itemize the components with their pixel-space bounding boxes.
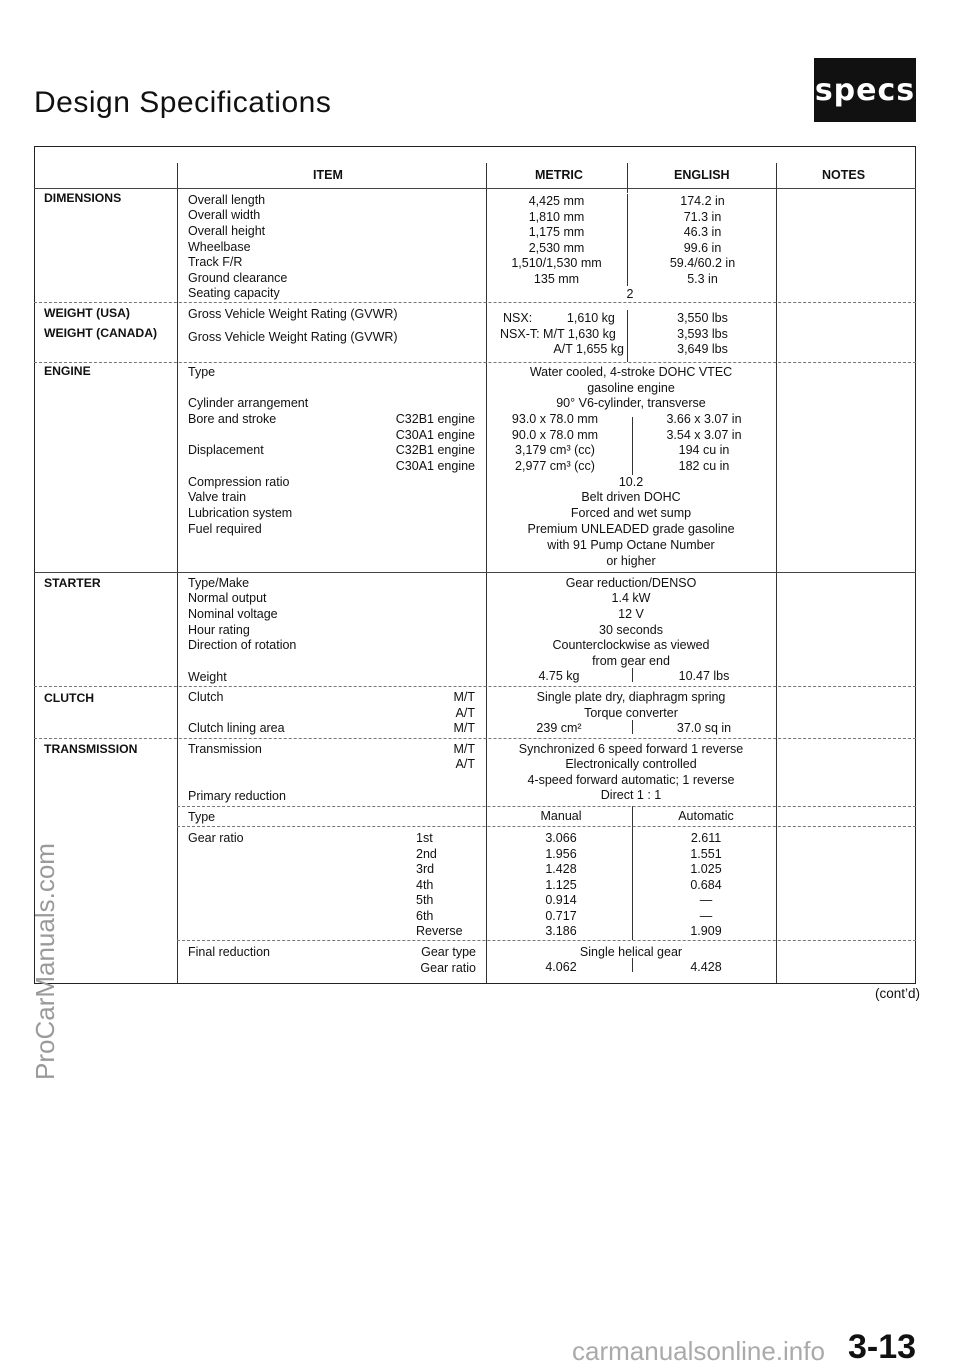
engine-code: C30A1 engine [395, 428, 475, 442]
gear-label: Reverse [416, 924, 463, 938]
gear-label: 5th [416, 893, 434, 907]
engine-english: 194 cu in [678, 443, 730, 457]
final-sub: Gear type [421, 945, 476, 959]
auto-ratio: 2.611 [690, 831, 722, 845]
col-divider-item [177, 163, 178, 983]
watermark-footer: carmanualsonline.info [572, 1336, 825, 1366]
specs-badge: specs [814, 58, 916, 122]
gear-label: 1st [416, 831, 433, 845]
engine-value: or higher [606, 554, 656, 568]
header-notes: NOTES [822, 168, 866, 182]
starter-value: 12 V [618, 607, 644, 621]
weight-metric: NSX-T: M/T 1,630 kg [500, 327, 616, 341]
weight-english: 3,550 lbs [677, 311, 728, 325]
auto-ratio: 1.909 [690, 924, 722, 938]
engine-bore: Bore and stroke [188, 412, 277, 426]
dim-english: 59.4/60.2 in [669, 256, 736, 270]
engine-english: 3.54 x 3.07 in [666, 428, 742, 442]
final-manual: 4.062 [545, 960, 577, 974]
dim-metric: 2,530 mm [528, 241, 585, 255]
category-weight-usa: WEIGHT (USA) [44, 306, 130, 320]
transmission-value: Electronically controlled [565, 757, 697, 771]
manual-ratio: 1.428 [545, 862, 577, 876]
engine-item: Compression ratio [188, 475, 290, 489]
starter-value: from gear end [592, 654, 670, 668]
dim-english: 46.3 in [683, 225, 722, 239]
engine-value: 10.2 [618, 475, 644, 489]
row-rule [177, 806, 916, 807]
dim-metric: 1,810 mm [528, 210, 585, 224]
row-rule [177, 940, 916, 941]
weight-english: 3,649 lbs [677, 342, 728, 356]
weight-metric: A/T 1,655 kg [553, 342, 624, 356]
gear-label: 2nd [416, 847, 437, 861]
transmission-item: Transmission [188, 742, 262, 756]
continued-note: (cont’d) [874, 986, 920, 1001]
metric-english-split [632, 668, 633, 682]
spec-table [34, 146, 916, 984]
dim-item: Track F/R [188, 255, 243, 269]
row-rule [34, 302, 916, 303]
primary-reduction-value: Direct 1 : 1 [600, 788, 662, 802]
final-gear-type: Single helical gear [579, 945, 683, 959]
engine-code: C32B1 engine [395, 443, 475, 457]
final-reduction: Final reduction [188, 945, 270, 959]
starter-item: Normal output [188, 591, 267, 605]
transmission-sub: A/T [455, 757, 475, 771]
dim-item: Seating capacity [188, 286, 280, 300]
starter-item: Nominal voltage [188, 607, 278, 621]
header-english: ENGLISH [674, 168, 730, 182]
transmission-sub: M/T [453, 742, 475, 756]
starter-value: Gear reduction/DENSO [565, 576, 697, 590]
clutch-value: Single plate dry, diaphragm spring [536, 690, 726, 704]
dim-item: Overall width [188, 208, 261, 222]
metric-english-split [632, 417, 633, 475]
starter-item: Direction of rotation [188, 638, 297, 652]
starter-weight: Weight [188, 670, 227, 684]
gear-label: 4th [416, 878, 434, 892]
dim-english: 174.2 in [680, 194, 725, 208]
type-manual: Manual [540, 809, 582, 823]
type-automatic: Automatic [678, 809, 734, 823]
starter-item: Type/Make [188, 576, 250, 590]
starter-item: Hour rating [188, 623, 250, 637]
category-weight-canada: WEIGHT (CANADA) [44, 326, 158, 340]
engine-cylinder-value: 90° V6-cylinder, transverse [556, 396, 706, 410]
dim-english: 5.3 in [687, 272, 718, 286]
metric-english-split [627, 310, 628, 362]
category-engine: ENGINE [44, 364, 91, 378]
clutch-area-english: 37.0 sq in [676, 721, 732, 735]
engine-metric: 3,179 cm³ (cc) [515, 443, 595, 457]
primary-reduction: Primary reduction [188, 789, 286, 803]
manual-ratio: 0.914 [545, 893, 577, 907]
row-rule [34, 686, 916, 687]
dim-item: Wheelbase [188, 240, 251, 254]
dim-metric: 1,175 mm [528, 225, 585, 239]
page-title: Design Specifications [34, 86, 332, 119]
header-metric: METRIC [535, 168, 583, 182]
clutch-item: Clutch [188, 690, 224, 704]
engine-value: Forced and wet sump [570, 506, 692, 520]
engine-code: C32B1 engine [395, 412, 475, 426]
dim-item: Overall height [188, 224, 266, 238]
row-rule [34, 572, 916, 573]
gear-ratio: Gear ratio [188, 831, 244, 845]
engine-item: Valve train [188, 490, 247, 504]
clutch-area-metric: 239 cm² [536, 721, 582, 735]
weight-canada-item: Gross Vehicle Weight Rating (GVWR) [188, 330, 398, 344]
clutch-sub: M/T [453, 721, 475, 735]
engine-english: 182 cu in [678, 459, 730, 473]
weight-metric: NSX: 1,610 kg [503, 311, 615, 325]
starter-weight-metric: 4.75 kg [538, 669, 580, 683]
engine-metric: 2,977 cm³ (cc) [515, 459, 595, 473]
header-item: ITEM [313, 168, 343, 182]
dim-metric: 1,510/1,530 mm [511, 256, 602, 270]
category-clutch: CLUTCH [44, 691, 95, 705]
engine-cylinder: Cylinder arrangement [188, 396, 309, 410]
auto-ratio: 1.025 [690, 862, 722, 876]
clutch-sub: A/T [455, 706, 475, 720]
engine-type-value: Water cooled, 4-stroke DOHC VTEC [529, 365, 733, 379]
category-transmission: TRANSMISSION [44, 742, 138, 756]
clutch-area: Clutch lining area [188, 721, 285, 735]
final-auto: 4.428 [690, 960, 722, 974]
header-rule [34, 188, 916, 189]
manual-ratio: 1.125 [545, 878, 577, 892]
transmission-value: 4-speed forward automatic; 1 reverse [527, 773, 735, 787]
auto-ratio: 0.684 [690, 878, 722, 892]
engine-item: Fuel required [188, 522, 262, 536]
dim-metric: 135 mm [533, 272, 580, 286]
engine-value: with 91 Pump Octane Number [547, 538, 715, 552]
transmission-value: Synchronized 6 speed forward 1 reverse [518, 742, 744, 756]
category-dimensions: DIMENSIONS [44, 191, 122, 205]
transmission-type: Type [188, 810, 216, 824]
final-sub: Gear ratio [420, 961, 476, 975]
engine-english: 3.66 x 3.07 in [666, 412, 742, 426]
engine-metric: 93.0 x 78.0 mm [511, 412, 599, 426]
dim-metric: 4,425 mm [528, 194, 585, 208]
engine-displacement: Displacement [188, 443, 264, 457]
col-divider-metric [486, 163, 487, 983]
auto-ratio: — [699, 893, 713, 907]
starter-weight-english: 10.47 lbs [678, 669, 730, 683]
manual-ratio: 3.066 [545, 831, 577, 845]
col-divider-notes [776, 163, 777, 983]
auto-ratio: 1.551 [690, 847, 722, 861]
gear-label: 3rd [416, 862, 435, 876]
dim-english: 99.6 in [683, 241, 722, 255]
seating-capacity-value: 2 [626, 287, 634, 301]
starter-value: 30 seconds [599, 623, 663, 637]
engine-value: Premium UNLEADED grade gasoline [527, 522, 735, 536]
page-number: 3-13 [848, 1328, 917, 1366]
dim-item: Overall length [188, 193, 266, 207]
watermark-side: ProCarManuals.com [30, 843, 60, 1080]
auto-ratio: — [699, 909, 713, 923]
dim-item: Ground clearance [188, 271, 288, 285]
row-rule [177, 826, 916, 827]
engine-metric: 90.0 x 78.0 mm [511, 428, 599, 442]
manual-ratio: 3.186 [545, 924, 577, 938]
engine-value: Belt driven DOHC [581, 490, 681, 504]
engine-item: Lubrication system [188, 506, 293, 520]
weight-english: 3,593 lbs [677, 327, 728, 341]
metric-english-split [627, 194, 628, 286]
metric-english-split [632, 720, 633, 734]
engine-type: Type [188, 365, 216, 379]
starter-value: Counterclockwise as viewed [552, 638, 710, 652]
engine-type-value: gasoline engine [587, 381, 675, 395]
manual-ratio: 1.956 [545, 847, 577, 861]
gear-label: 6th [416, 909, 434, 923]
starter-value: 1.4 kW [611, 591, 651, 605]
dim-english: 71.3 in [683, 210, 722, 224]
clutch-sub: M/T [453, 690, 475, 704]
weight-usa-item: Gross Vehicle Weight Rating (GVWR) [188, 307, 398, 321]
row-rule [34, 738, 916, 739]
row-rule [34, 362, 916, 363]
clutch-value: Torque converter [584, 706, 678, 720]
manual-ratio: 0.717 [545, 909, 577, 923]
engine-code: C30A1 engine [395, 459, 475, 473]
category-starter: STARTER [44, 576, 101, 590]
